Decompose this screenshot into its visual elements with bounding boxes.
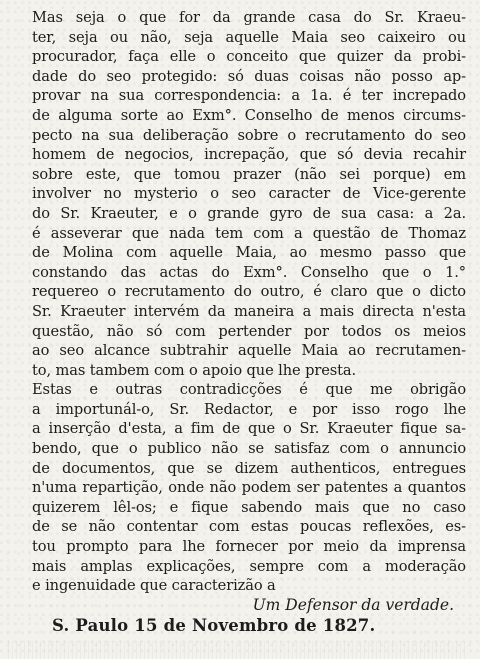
paragraph-line: Estas e outras contradicções é que me obrigão	[32, 381, 466, 399]
paragraph-line: de documentos, que se dizem authenticos, entregues	[32, 459, 466, 477]
paragraph-line: provar na sua correspondencia: a 1a. é ter increpado	[32, 87, 466, 105]
paragraph-line: quizerem lêl-os; e fique sabendo mais que no caso	[32, 498, 466, 516]
paragraph-line: questão, não só com pertender por todos os meios	[32, 322, 466, 340]
paragraph-line: ter, seja ou não, seja aquelle Maia seo caixeiro ou	[32, 28, 466, 46]
paragraph-line: pecto na sua deliberação sobre o recrutamento do seo	[32, 126, 466, 144]
paragraph-line: de Molina com aquelle Maia, ao mesmo passo que	[32, 244, 466, 262]
paragraph-line: a inserção d'esta, a fim de que o Sr. Kraeuter fique sa-	[32, 420, 466, 438]
paragraph-line: e ingenuidade que caracterizão a	[32, 577, 276, 595]
paragraph-line: bendo, que o publico não se satisfaz com o annuncio	[32, 440, 466, 458]
author-signature: Um Defensor da verdade.	[252, 595, 454, 614]
paragraph-line: mais amplas explicações, sempre com a moderação	[32, 557, 466, 575]
paragraph-line: dade do seo protegido: só duas coisas não posso ap-	[32, 67, 466, 85]
paragraph-line: a importunál-o, Sr. Redactor, e por isso rogo lhe	[32, 400, 466, 418]
paragraph-line: n'uma repartição, onde não podem ser patentes a quantos	[32, 479, 466, 497]
paragraph-line: do Sr. Kraeuter, e o grande gyro de sua casa: a 2a.	[32, 204, 466, 222]
paragraph-line: involver no mysterio o seo caracter de Vice-gerente	[32, 185, 466, 203]
paragraph-line: Mas seja o que for da grande casa do Sr. Kraeu-	[32, 9, 466, 26]
dateline: S. Paulo 15 de Novembro de 1827.	[52, 615, 376, 635]
paragraph-line: tou prompto para lhe fornecer por meio da imprensa	[32, 538, 466, 556]
article-paragraph-2	[8, 380, 466, 596]
paragraph-line: procurador, faça elle o conceito que quizer da probi-	[32, 48, 466, 66]
paragraph-line: homem de negocios, increpação, que só devia recahir	[32, 146, 466, 164]
paragraph-line: Sr. Kraeuter intervém da maneira a mais directa n'esta	[32, 302, 466, 320]
paragraph-line: ao seo alcance subtrahir aquelle Maia ao recrutamen-	[32, 342, 466, 360]
paragraph-line: de se não contentar com estas poucas reflexões, es-	[32, 518, 466, 536]
paragraph-line: de alguma sorte ao Exm°. Conselho de menos circums-	[32, 106, 466, 124]
page-edge-texture	[8, 641, 466, 659]
paragraph-line: requereo o recrutamento do outro, é claro que o dicto	[32, 283, 466, 301]
paragraph-line: to, mas tambem com o apoio que lhe presta.	[32, 361, 357, 379]
paragraph-line: sobre este, que tomou prazer (não sei porque) em	[32, 165, 466, 183]
paragraph-line: constando das actas do Exm°. Conselho que o 1.°	[32, 263, 466, 281]
article-paragraph-1	[8, 8, 466, 380]
paragraph-line: é asseverar que nada tem com a questão de Thomaz	[32, 224, 466, 242]
